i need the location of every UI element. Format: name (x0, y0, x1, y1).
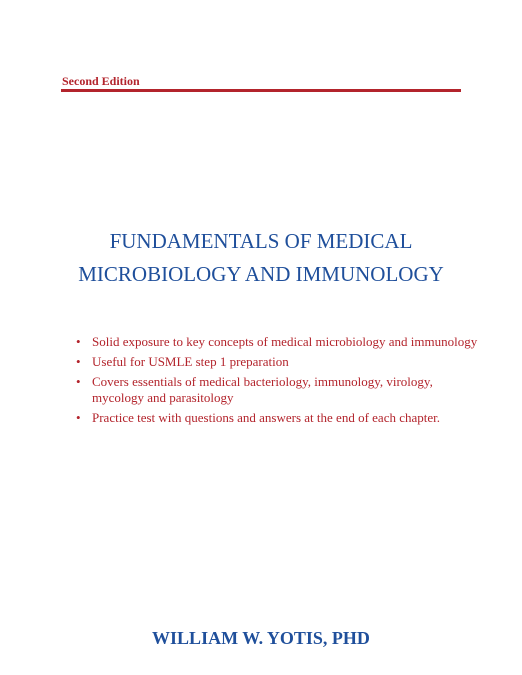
list-item (76, 334, 486, 350)
list-item (76, 374, 486, 406)
book-title-line-1: FUNDAMENTALS OF MEDICAL (109, 229, 413, 253)
bullet-icon: • (76, 334, 81, 349)
bullet-icon: • (76, 410, 81, 425)
list-item-text: Practice test with questions and answers at the end of each chapter. (92, 410, 440, 425)
feature-list (76, 334, 486, 430)
edition-label: Second Edition (62, 74, 140, 88)
bullet-icon: • (76, 374, 81, 389)
list-item-text: Solid exposure to key concepts of medical microbiology and immunology (92, 334, 478, 349)
bullet-icon: • (76, 354, 81, 369)
author-name: WILLIAM W. YOTIS, PHD (152, 628, 370, 648)
list-item (76, 410, 486, 426)
header-rule (61, 89, 461, 92)
list-item-text: Useful for USMLE step 1 preparation (92, 354, 289, 369)
book-title (0, 225, 522, 291)
list-item (76, 354, 486, 370)
list-item-text: Covers essentials of medical bacteriology, immunology, virology, mycology and parasitology (92, 374, 433, 405)
book-title-line-2: MICROBIOLOGY AND IMMUNOLOGY (78, 262, 444, 286)
